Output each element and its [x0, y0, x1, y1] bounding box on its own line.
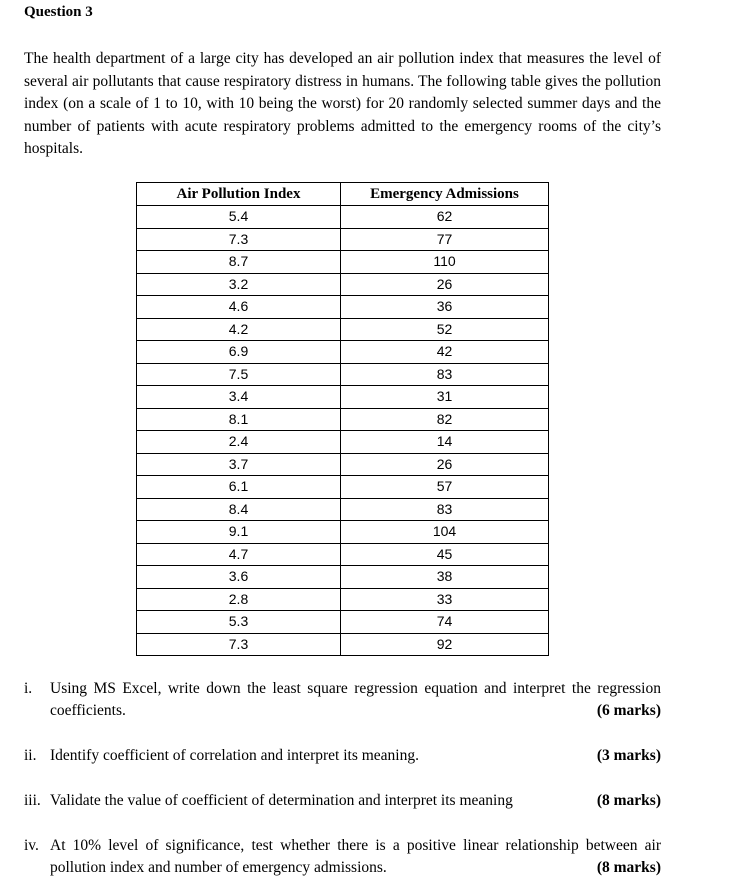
cell-pollution-index: 8.4 [137, 498, 341, 521]
cell-emergency-admissions: 42 [341, 341, 549, 364]
cell-pollution-index: 5.3 [137, 611, 341, 634]
question-number: ii. [24, 747, 37, 764]
table-header-row [137, 183, 549, 206]
table-row [137, 498, 549, 521]
cell-emergency-admissions: 83 [341, 498, 549, 521]
question-text: Identify coefficient of correlation and interpret its meaning. [50, 747, 419, 764]
cell-pollution-index: 7.3 [137, 228, 341, 251]
cell-emergency-admissions: 77 [341, 228, 549, 251]
table-row [137, 386, 549, 409]
question-i [24, 678, 661, 722]
cell-emergency-admissions: 57 [341, 476, 549, 499]
table-row [137, 273, 549, 296]
table-row [137, 408, 549, 431]
table-row [137, 633, 549, 656]
cell-emergency-admissions: 83 [341, 363, 549, 386]
question-marks: (3 marks) [596, 747, 661, 764]
cell-pollution-index: 7.5 [137, 363, 341, 386]
column-header-pollution-index: Air Pollution Index [137, 183, 341, 206]
question-number: i. [24, 680, 33, 697]
table-row [137, 431, 549, 454]
cell-emergency-admissions: 26 [341, 453, 549, 476]
question-text: Using MS Excel, write down the least square regression equation and interpret the regression coefficients. [50, 680, 661, 719]
cell-pollution-index: 5.4 [137, 206, 341, 229]
data-table [136, 182, 549, 656]
question-iii [24, 790, 661, 812]
table-row [137, 453, 549, 476]
table-body [137, 206, 549, 656]
question-iv [24, 835, 661, 879]
table-row [137, 363, 549, 386]
cell-pollution-index: 6.1 [137, 476, 341, 499]
table-row [137, 296, 549, 319]
cell-emergency-admissions: 110 [341, 251, 549, 274]
cell-emergency-admissions: 82 [341, 408, 549, 431]
cell-pollution-index: 9.1 [137, 521, 341, 544]
cell-emergency-admissions: 33 [341, 588, 549, 611]
table-row [137, 228, 549, 251]
cell-emergency-admissions: 45 [341, 543, 549, 566]
cell-pollution-index: 4.2 [137, 318, 341, 341]
column-header-emergency-admissions: Emergency Admissions [341, 183, 549, 206]
cell-emergency-admissions: 14 [341, 431, 549, 454]
table-row [137, 543, 549, 566]
cell-pollution-index: 2.4 [137, 431, 341, 454]
question-number: iv. [24, 837, 39, 854]
cell-pollution-index: 3.4 [137, 386, 341, 409]
table-row [137, 251, 549, 274]
cell-emergency-admissions: 104 [341, 521, 549, 544]
cell-emergency-admissions: 26 [341, 273, 549, 296]
question-marks: (8 marks) [596, 792, 661, 809]
question-marks: (6 marks) [596, 702, 661, 719]
question-number: iii. [24, 792, 41, 809]
table-row [137, 611, 549, 634]
cell-pollution-index: 3.7 [137, 453, 341, 476]
question-heading: Question 3 [24, 4, 93, 20]
cell-emergency-admissions: 31 [341, 386, 549, 409]
question-marks: (8 marks) [596, 859, 661, 876]
cell-emergency-admissions: 74 [341, 611, 549, 634]
cell-pollution-index: 4.7 [137, 543, 341, 566]
cell-emergency-admissions: 92 [341, 633, 549, 656]
cell-pollution-index: 7.3 [137, 633, 341, 656]
cell-pollution-index: 3.6 [137, 566, 341, 589]
table-row [137, 521, 549, 544]
intro-paragraph: The health department of a large city has developed an air pollution index that measures the level of several air pollutants that cause respiratory distress in humans. The following table gives the pollution index (on a scale of 1 to 10, with 10 being the worst) for 20 randomly selected summer days and the number of patients with acute respiratory problems admitted to the emergency rooms of the city’s hospitals. [24, 50, 661, 157]
table-row [137, 341, 549, 364]
table-row [137, 588, 549, 611]
table-row [137, 476, 549, 499]
table-row [137, 318, 549, 341]
question-text: At 10% level of significance, test whether there is a positive linear relationship between air pollution index and number of emergency admissions. [50, 837, 661, 876]
cell-emergency-admissions: 38 [341, 566, 549, 589]
cell-pollution-index: 6.9 [137, 341, 341, 364]
cell-emergency-admissions: 36 [341, 296, 549, 319]
question-text: Validate the value of coefficient of determination and interpret its meaning [50, 792, 513, 809]
cell-pollution-index: 4.6 [137, 296, 341, 319]
table-row [137, 566, 549, 589]
question-ii [24, 745, 661, 767]
table-row [137, 206, 549, 229]
cell-pollution-index: 2.8 [137, 588, 341, 611]
cell-emergency-admissions: 62 [341, 206, 549, 229]
cell-pollution-index: 8.1 [137, 408, 341, 431]
cell-pollution-index: 3.2 [137, 273, 341, 296]
cell-pollution-index: 8.7 [137, 251, 341, 274]
cell-emergency-admissions: 52 [341, 318, 549, 341]
